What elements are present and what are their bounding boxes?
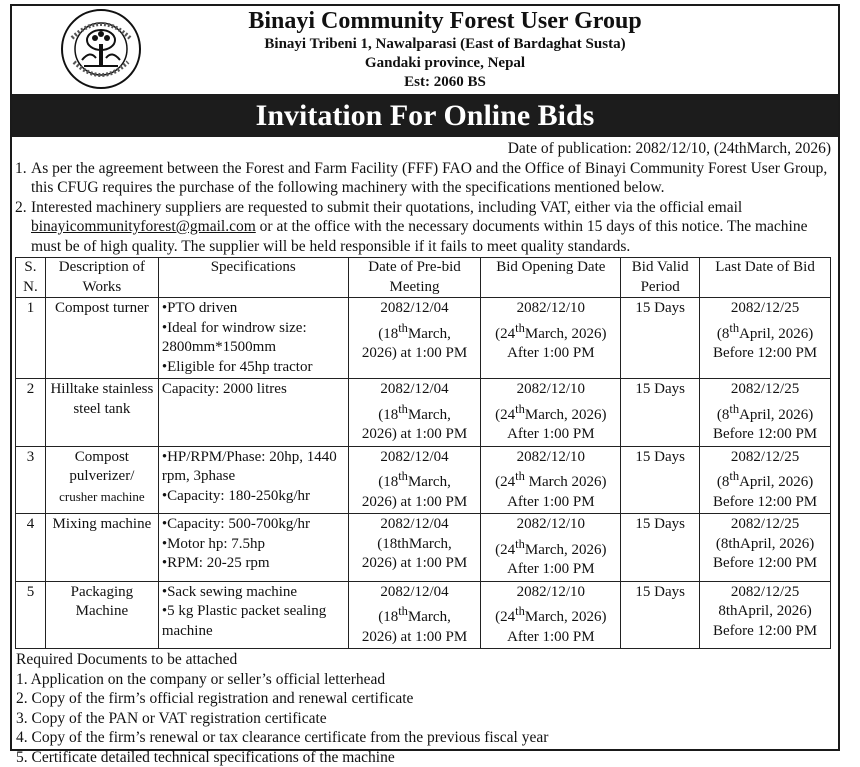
cell-specifications: Capacity: 2000 litres (158, 379, 348, 447)
cell-opening-date (481, 446, 621, 514)
cell-sn: 2 (16, 379, 46, 447)
date-time: Before 12:00 PM (713, 555, 817, 571)
cell-last-date (700, 446, 831, 514)
cell-sn: 5 (16, 581, 46, 649)
date-value: 2082/12/04 (380, 300, 448, 316)
cell-last-date (700, 514, 831, 582)
cell-prebid-date (348, 298, 481, 379)
cell-specifications (158, 514, 348, 582)
date-time: Before 12:00 PM (713, 345, 817, 361)
date-time: After 1:00 PM (507, 629, 595, 645)
cell-description: Packaging Machine (45, 581, 158, 649)
col-header-valid-period: Bid Valid Period (621, 258, 700, 298)
date-value: 2082/12/04 (380, 381, 448, 397)
cell-valid-period: 15 Days (621, 514, 700, 582)
date-value: 2082/12/10 (517, 516, 585, 532)
cell-last-date (700, 581, 831, 649)
paragraph-2 (15, 198, 835, 257)
date-month: March, (408, 474, 451, 490)
bid-table (15, 257, 831, 649)
date-value: 2082/12/25 (731, 516, 799, 532)
cell-opening-date (481, 514, 621, 582)
date-month: March, 2026) (525, 542, 607, 558)
date-day: (24 (495, 609, 515, 625)
date-day: (18 (378, 407, 398, 423)
cell-specifications (158, 446, 348, 514)
date-value: 2082/12/10 (517, 381, 585, 397)
date-time: 2026) at 1:00 PM (362, 555, 467, 571)
cell-prebid-date (348, 581, 481, 649)
date-day: 8thApril, 2026) (718, 603, 811, 619)
paragraph-1 (15, 159, 835, 198)
cell-description (45, 446, 158, 514)
date-suffix: th (515, 469, 525, 483)
email-link[interactable]: binayicommunityforest@gmail.com (31, 218, 256, 235)
date-time: 2026) at 1:00 PM (362, 426, 467, 442)
table-row (16, 446, 831, 514)
col-header-description: Description of Works (45, 258, 158, 298)
date-value: 2082/12/25 (731, 449, 799, 465)
date-suffix: th (515, 604, 525, 618)
date-month: April, 2026) (739, 407, 813, 423)
table-row (16, 514, 831, 582)
date-month: April, 2026) (739, 326, 813, 342)
cell-description: Compost turner (45, 298, 158, 379)
notice-title-banner: Invitation For Online Bids (12, 94, 838, 137)
date-suffix: th (398, 321, 408, 335)
date-time: 2026) at 1:00 PM (362, 629, 467, 645)
description-line: Compost pulverizer/ (69, 449, 134, 485)
table-row (16, 298, 831, 379)
document-item: 4. Copy of the firm’s renewal or tax clearance certificate from the previous fiscal year (16, 728, 835, 748)
date-suffix: th (515, 321, 525, 335)
date-day: (24 (495, 326, 515, 342)
spec-item: • Eligible for 45hp tractor (162, 358, 345, 378)
date-month: March, 2026) (525, 326, 607, 342)
date-time: After 1:00 PM (507, 345, 595, 361)
date-day: (8 (717, 407, 730, 423)
date-day: (8 (717, 326, 730, 342)
document-item: 1. Application on the company or seller’s official letterhead (16, 670, 835, 690)
cell-opening-date (481, 379, 621, 447)
date-day: (24 (495, 542, 515, 558)
paragraph-number: 1. (15, 159, 31, 198)
date-day: (18 (378, 474, 398, 490)
col-header-opening-date: Bid Opening Date (481, 258, 621, 298)
date-suffix: th (398, 402, 408, 416)
date-value: 2082/12/25 (731, 381, 799, 397)
date-day: (24 (495, 474, 515, 490)
description-line: crusher machine (59, 489, 145, 504)
paragraph-number: 2. (15, 198, 31, 257)
required-documents (15, 650, 835, 767)
cell-valid-period: 15 Days (621, 581, 700, 649)
date-suffix: th (515, 537, 525, 551)
date-time: 2026) at 1:00 PM (362, 494, 467, 510)
table-row (16, 379, 831, 447)
date-day: (8 (717, 474, 730, 490)
date-month: March 2026) (525, 474, 607, 490)
col-header-last-date: Last Date of Bid (700, 258, 831, 298)
cell-valid-period: 15 Days (621, 379, 700, 447)
cell-prebid-date (348, 379, 481, 447)
document-item: 5. Certificate detailed technical specifications of the machine (16, 748, 835, 767)
date-day: (18 (378, 609, 398, 625)
cell-specifications (158, 298, 348, 379)
date-time: After 1:00 PM (507, 426, 595, 442)
date-day: (8thApril, 2026) (716, 536, 814, 552)
date-month: March, (408, 326, 451, 342)
date-month: March, 2026) (525, 609, 607, 625)
cell-last-date (700, 379, 831, 447)
document-item: 2. Copy of the firm’s official registration and renewal certificate (16, 689, 835, 709)
date-value: 2082/12/04 (380, 584, 448, 600)
date-time: Before 12:00 PM (713, 623, 817, 639)
date-suffix: th (729, 321, 739, 335)
table-row (16, 581, 831, 649)
paragraph-text-start: Interested machinery suppliers are requested to submit their quotations, including VAT, either via the official email (31, 199, 742, 216)
date-month: March, 2026) (525, 407, 607, 423)
spec-item: • Capacity: 180-250kg/hr (162, 487, 345, 507)
spec-item: • PTO driven (162, 299, 345, 319)
cell-sn: 3 (16, 446, 46, 514)
paragraph-text (31, 198, 835, 257)
org-established: Est: 2060 BS (12, 73, 838, 92)
table-header-row (16, 258, 831, 298)
header-text (12, 8, 838, 92)
spec-item: • Motor hp: 7.5hp (162, 535, 345, 555)
cell-valid-period: 15 Days (621, 446, 700, 514)
date-value: 2082/12/04 (380, 449, 448, 465)
documents-heading: Required Documents to be attached (16, 650, 835, 670)
cell-sn: 1 (16, 298, 46, 379)
date-time: After 1:00 PM (507, 494, 595, 510)
col-header-specifications: Specifications (158, 258, 348, 298)
date-suffix: th (729, 469, 739, 483)
col-header-sn: S. N. (16, 258, 46, 298)
cell-sn: 4 (16, 514, 46, 582)
date-day: (18thMarch, (377, 536, 452, 552)
date-month: March, (408, 609, 451, 625)
cell-last-date (700, 298, 831, 379)
date-time: 2026) at 1:00 PM (362, 345, 467, 361)
date-day: (18 (378, 326, 398, 342)
date-suffix: th (729, 402, 739, 416)
cell-prebid-date (348, 446, 481, 514)
spec-item: • HP/RPM/Phase: 20hp, 1440 rpm, 3phase (162, 448, 345, 487)
spec-item: • Sack sewing machine (162, 583, 345, 603)
date-month: April, 2026) (739, 474, 813, 490)
date-value: 2082/12/25 (731, 584, 799, 600)
notice-header (12, 6, 838, 94)
org-province: Gandaki province, Nepal (12, 54, 838, 73)
notice-body (12, 137, 838, 767)
org-address: Binayi Tribeni 1, Nawalparasi (East of Bardaghat Susta) (12, 35, 838, 54)
spec-item: • Ideal for windrow size: 2800mm*1500mm (162, 319, 345, 358)
date-month: March, (408, 407, 451, 423)
date-value: 2082/12/25 (731, 300, 799, 316)
paragraph-text: As per the agreement between the Forest and Farm Facility (FFF) FAO and the Office of Binayi Community Forest User Group, this CFUG requires the purchase of the following machinery with the specifications mentioned below. (31, 159, 835, 198)
publication-date: Date of publication: 2082/12/10, (24thMarch, 2026) (15, 137, 835, 159)
date-suffix: th (398, 469, 408, 483)
spec-item: • 5 kg Plastic packet sealing machine (162, 602, 345, 641)
col-header-prebid-date: Date of Pre-bid Meeting (348, 258, 481, 298)
date-day: (24 (495, 407, 515, 423)
date-value: 2082/12/10 (517, 584, 585, 600)
date-value: 2082/12/04 (380, 516, 448, 532)
spec-item: • RPM: 20-25 rpm (162, 554, 345, 574)
date-time: Before 12:00 PM (713, 426, 817, 442)
cell-valid-period: 15 Days (621, 298, 700, 379)
document-item: 3. Copy of the PAN or VAT registration certificate (16, 709, 835, 729)
paragraph-text-end: or at the office with the necessary documents within 15 days of this notice. The machine must be of high quality. The supplier will be held responsible if it fails to meet quality standards. (31, 218, 807, 255)
cell-opening-date (481, 581, 621, 649)
cell-prebid-date (348, 514, 481, 582)
spec-item: • Capacity: 500-700kg/hr (162, 515, 345, 535)
org-name: Binayi Community Forest User Group (12, 8, 838, 35)
date-suffix: th (398, 604, 408, 618)
date-time: After 1:00 PM (507, 561, 595, 577)
date-time: Before 12:00 PM (713, 494, 817, 510)
bid-notice (10, 4, 840, 751)
cell-description: Mixing machine (45, 514, 158, 582)
cell-specifications (158, 581, 348, 649)
date-suffix: th (515, 402, 525, 416)
cell-description: Hilltake stainless steel tank (45, 379, 158, 447)
date-value: 2082/12/10 (517, 300, 585, 316)
cell-opening-date (481, 298, 621, 379)
date-value: 2082/12/10 (517, 449, 585, 465)
